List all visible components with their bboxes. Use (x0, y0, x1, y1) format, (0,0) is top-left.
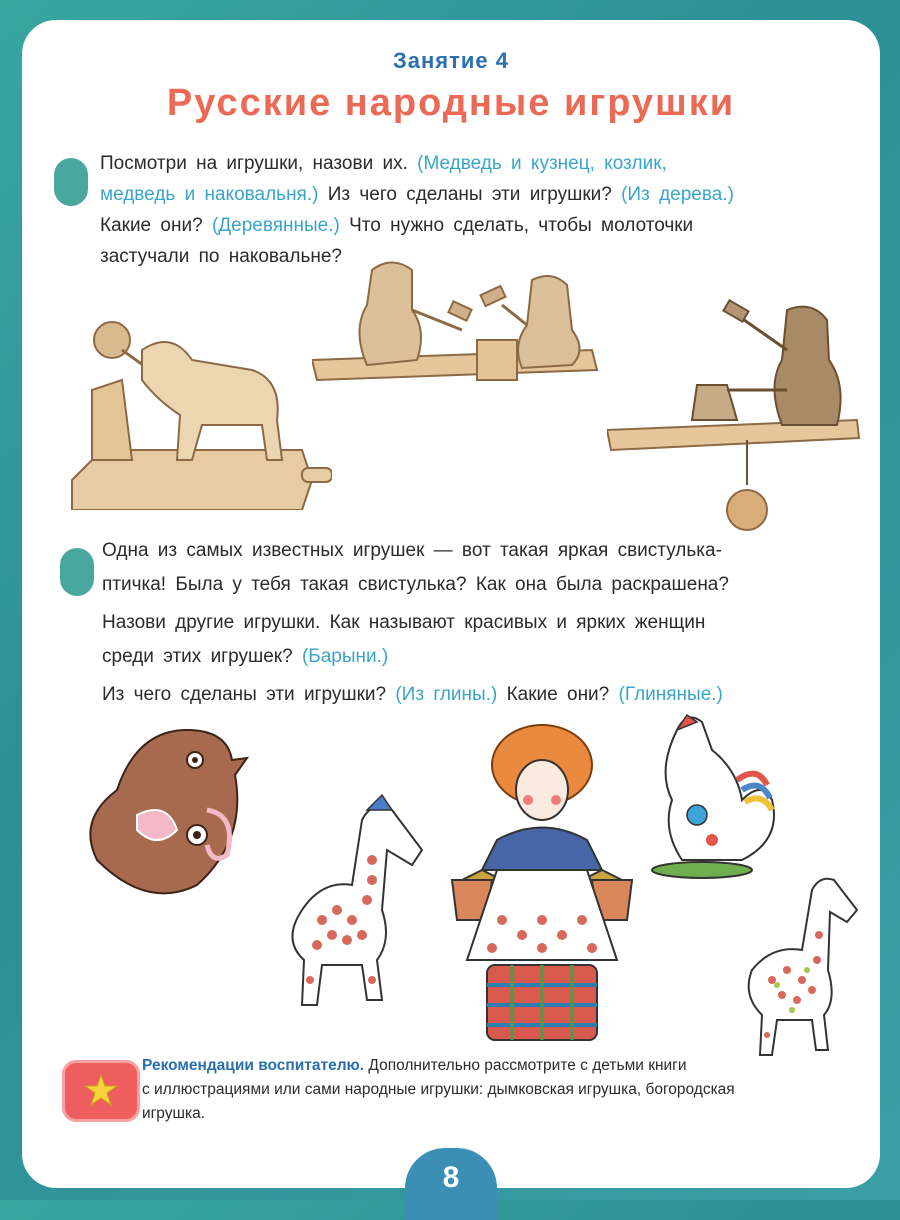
recommendation-text: Рекомендации воспитателю. Дополнительно рассмотрите с детьми книги с иллюстрациями или сами народные игрушки: дымковская игрушка, богородская игрушка. (142, 1057, 735, 1122)
q2-line-5: Из чего сделаны эти игрушки? (Из глины.) Какие они? (Глиняные.) (102, 684, 723, 705)
lesson-number: Занятие 4 (392, 48, 510, 73)
recommendation-badge (62, 1060, 140, 1122)
dymkovo-small-horse-illustration (722, 860, 872, 1060)
bullet-marker-1 (54, 158, 88, 206)
answer-text: (Из дерева.) (621, 184, 734, 205)
answer-text: (Барыни.) (301, 646, 389, 667)
q1-line-1: Посмотри на игрушки, назови их. (Медведь и кузнец, козлик, (100, 153, 667, 174)
q2-line-1: Одна из самых известных игрушек — вот такая яркая свистулька- (102, 540, 722, 561)
q2-line-2: птичка! Была у тебя такая свистулька? Как она была раскрашена? (102, 574, 729, 595)
bear-and-blacksmith-toy-illustration (312, 250, 602, 420)
answer-text: медведь и наковальня.) (100, 184, 319, 205)
bullet-marker-2 (60, 548, 94, 596)
dymkovo-lady-illustration (442, 720, 642, 1050)
q1-line-4: застучали по наковальне? (100, 246, 342, 267)
page-number: 8 (405, 1148, 497, 1220)
q1-line-3: Какие они? (Деревянные.) Что нужно сделать, чтобы молоточки (100, 215, 694, 236)
dymkovo-rooster-illustration (642, 710, 782, 880)
answer-text: (Из глины.) (395, 684, 498, 705)
answer-text: (Глиняные.) (618, 684, 723, 705)
q1-line-2: медведь и наковальня.) Из чего сделаны эти игрушки? (Из дерева.) (100, 184, 734, 205)
star-icon (83, 1073, 119, 1107)
bear-and-anvil-toy-illustration (607, 290, 867, 540)
whistle-bird-illustration (77, 720, 257, 910)
workbook-page (22, 20, 880, 1188)
answer-text: (Деревянные.) (211, 215, 340, 236)
page-title: Русские народные игрушки (166, 82, 736, 124)
dymkovo-horse-illustration (262, 790, 432, 1020)
recommendation-label: Рекомендации воспитателю. (142, 1057, 365, 1074)
answer-text: (Медведь и кузнец, козлик, (417, 153, 667, 174)
q2-line-4: среди этих игрушек? (Барыни.) (102, 646, 389, 667)
question-block-2 (102, 534, 862, 712)
q2-line-3: Назови другие игрушки. Как называют красивых и ярких женщин (102, 612, 706, 633)
goat-toy-illustration (62, 310, 332, 510)
